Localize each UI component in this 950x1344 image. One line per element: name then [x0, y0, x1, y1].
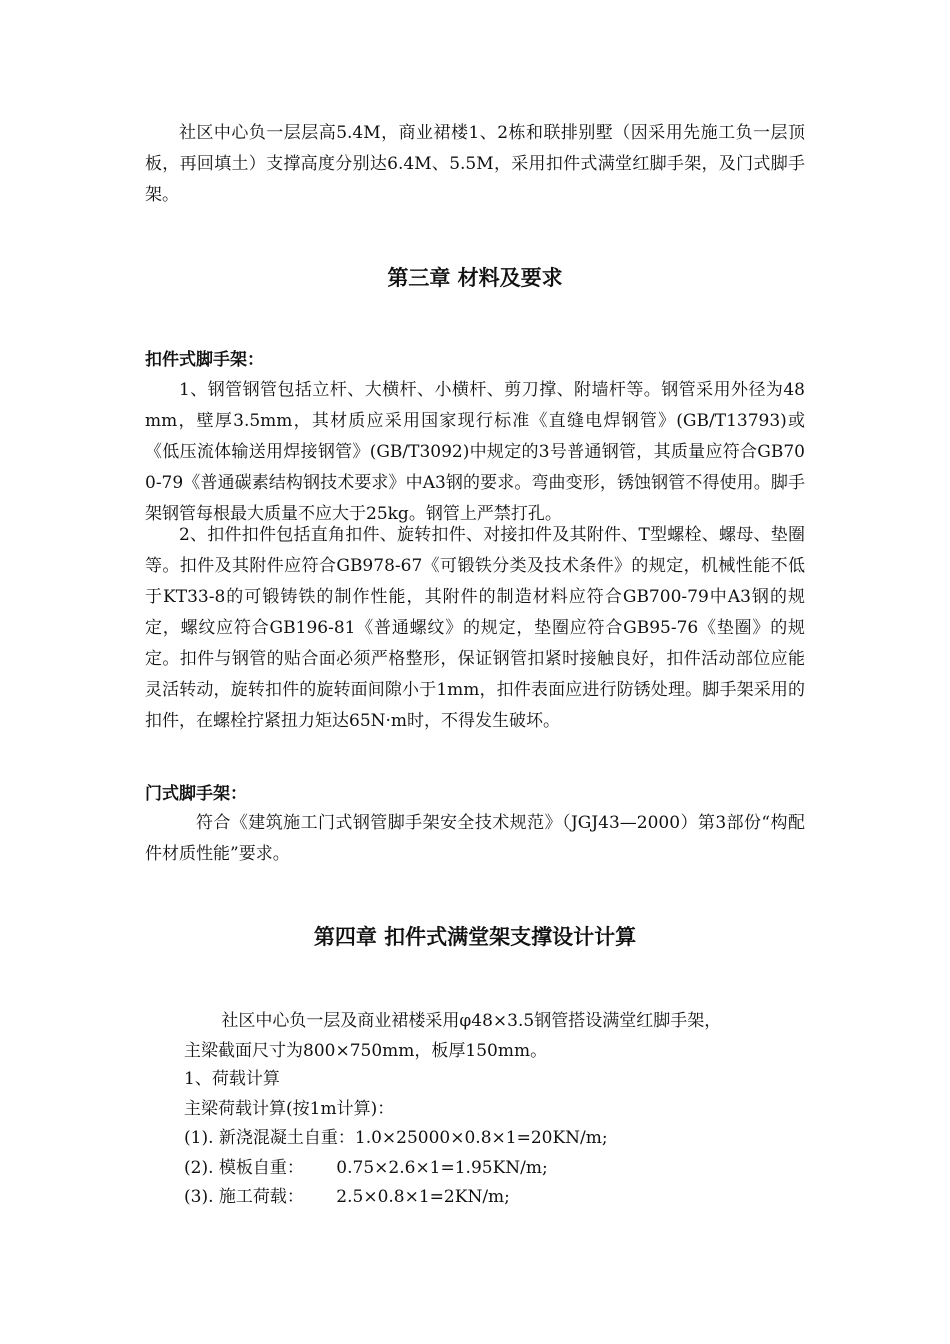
- section-load-calculation: 1、荷载计算: [184, 1069, 280, 1089]
- door-scaffold-text: 符合《建筑施工门式钢管脚手架安全技术规范》（JGJ43—2000）第3部份“构配件材质性能”要求。: [145, 813, 805, 864]
- load-item: (2). 模板自重： 0.75×2.6×1=1.95KN/m;: [184, 1157, 548, 1178]
- beam-load-title: 主梁荷载计算(按1m计算)：: [184, 1098, 395, 1119]
- chapter-4-intro-line-1: 社区中心负一层及商业裙楼采用φ48×3.5钢管搭设满堂红脚手架，: [221, 1011, 722, 1031]
- door-scaffold-heading: 门式脚手架：: [145, 784, 247, 804]
- load-calculation: [184, 1065, 824, 1213]
- chapter-3-title: 第三章 材料及要求: [387, 266, 563, 290]
- coupler-scaffold-item-1: 1、钢管钢管包括立杆、大横杆、小横杆、剪刀撑、附墙杆等。钢管采用外径为48mm，壁厚3.5mm，其材质应采用国家现行标准《直缝电焊钢管》(GB/T13793)或《低压流体输送用焊接钢管》(GB/T3092)中规定的3号普通钢管，其质量应符合GB700-79《普通碳素结构钢技术要求》中A3钢的要求。弯曲变形，锈蚀钢管不得使用。脚手架钢管每根最大质量不应大于25kg。钢管上严禁打孔。: [145, 380, 805, 524]
- coupler-scaffold-heading: 扣件式脚手架：: [145, 350, 264, 370]
- intro-paragraph: 社区中心负一层层高5.4M，商业裙楼1、2栋和联排别墅（因采用先施工负一层顶板，再回填土）支撑高度分别达6.4M、5.5M，采用扣件式满堂红脚手架，及门式脚手架。: [145, 123, 805, 205]
- load-item: (1). 新浇混凝土自重：1.0×25000×0.8×1=20KN/m;: [184, 1128, 608, 1148]
- chapter-4-intro: [184, 1006, 804, 1066]
- coupler-scaffold-item-2: 2、扣件扣件包括直角扣件、旋转扣件、对接扣件及其附件、T型螺栓、螺母、垫圈等。扣件及其附件应符合GB978-67《可锻铁分类及技术条件》的规定，机械性能不低于KT33-8的可锻铸铁的制作性能，其附件的制造材料应符合GB700-79中A3钢的规定，螺纹应符合GB196-81《普通螺纹》的规定，垫圈应符合GB95-76《垫圈》的规定。扣件与钢管的贴合面必须严格整形，保证钢管扣紧时接触良好，扣件活动部位应能灵活转动，旋转扣件的旋转面间隙小于1mm，扣件表面应进行防锈处理。脚手架采用的扣件，在螺栓拧紧扭力矩达65N·m时，不得发生破坏。: [145, 525, 805, 731]
- chapter-4-intro-line-2: 主梁截面尺寸为800×750mm，板厚150mm。: [184, 1041, 548, 1061]
- chapter-4-title: 第四章 扣件式满堂架支撑设计计算: [313, 925, 637, 949]
- load-item: (3). 施工荷载： 2.5×0.8×1=2KN/m;: [184, 1187, 510, 1207]
